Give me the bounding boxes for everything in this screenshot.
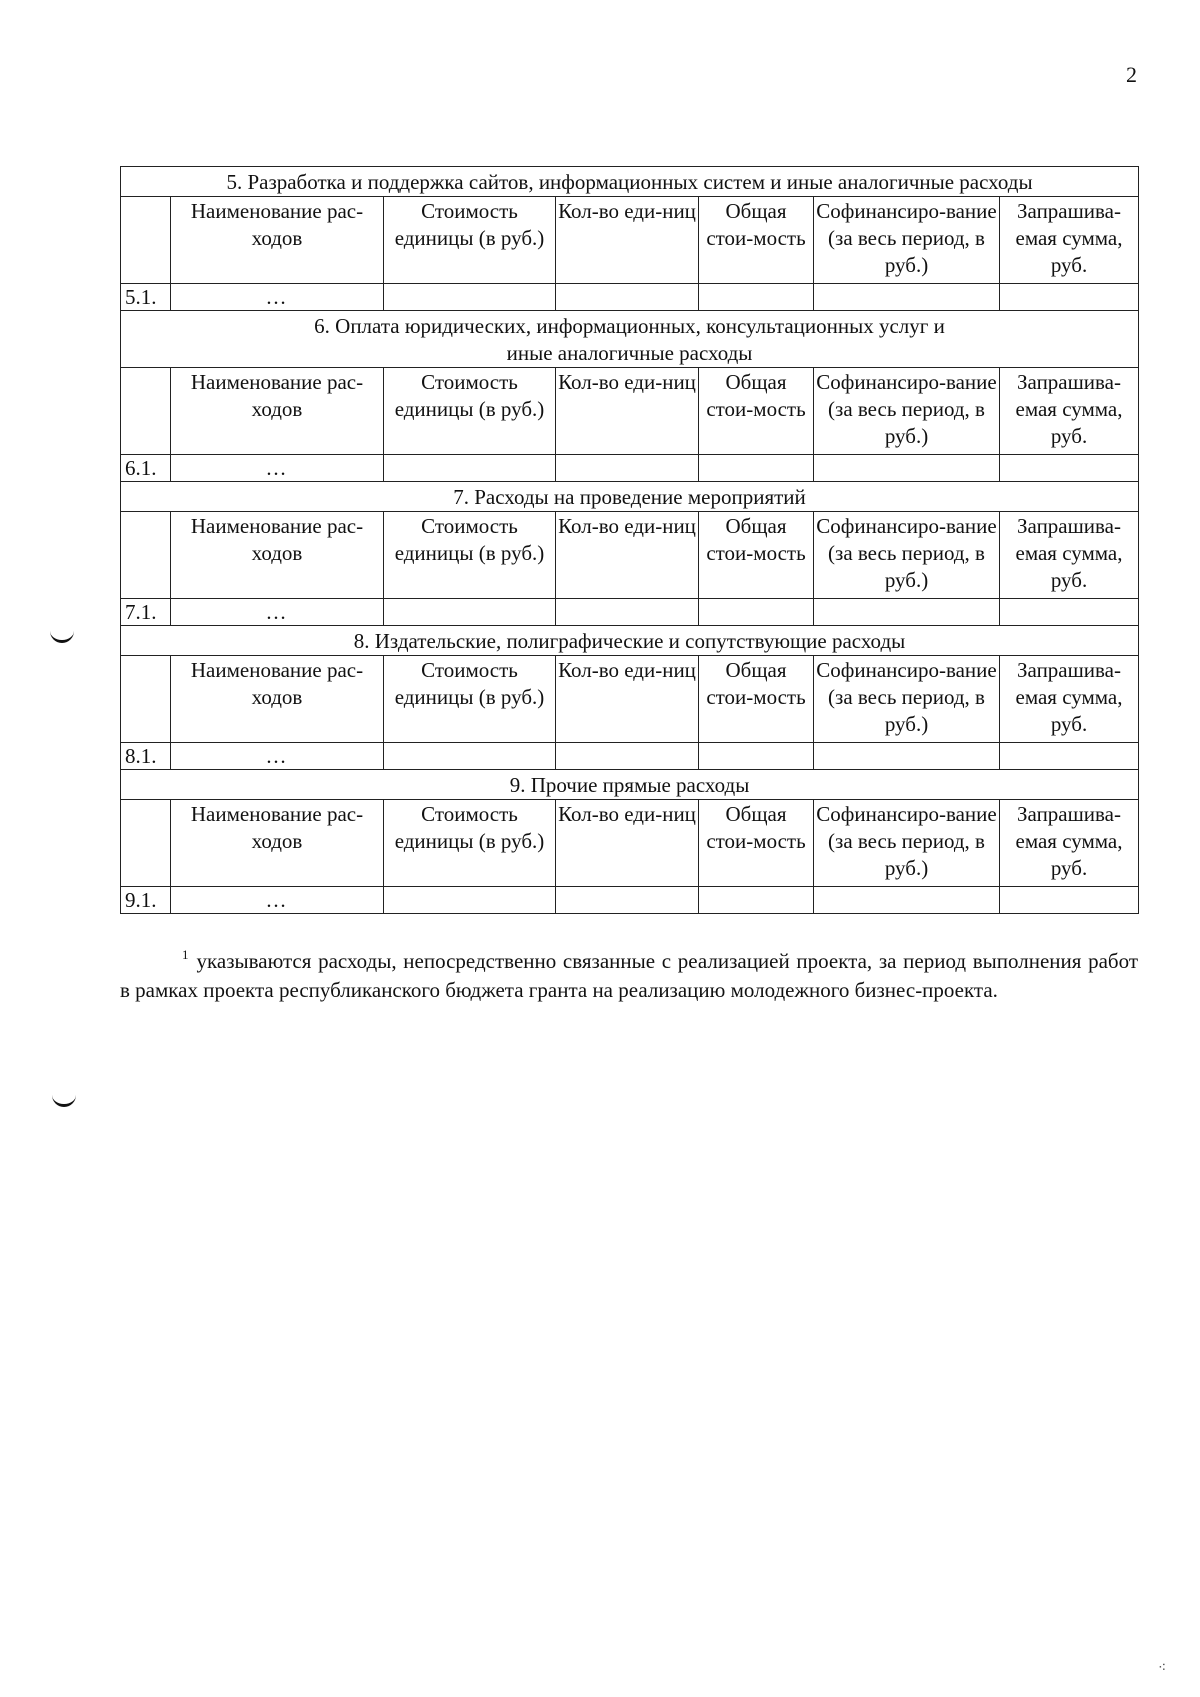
column-header: Общая стои-мость <box>699 368 814 455</box>
column-header-row <box>121 800 1139 887</box>
empty-cell <box>384 743 556 770</box>
column-header: Наименование рас-ходов <box>171 656 384 743</box>
column-header: Общая стои-мость <box>699 197 814 284</box>
column-header: Софинансиро-вание (за весь период, в руб.) <box>814 656 1000 743</box>
table-row <box>121 284 1139 311</box>
section-title-row <box>121 626 1139 656</box>
column-header: Общая стои-мость <box>699 512 814 599</box>
column-header-row <box>121 512 1139 599</box>
column-header: Запрашива-емая сумма, руб. <box>1000 656 1139 743</box>
empty-cell <box>384 887 556 914</box>
column-header-row <box>121 368 1139 455</box>
column-header: Наименование рас-ходов <box>171 368 384 455</box>
page-number: 2 <box>1126 62 1137 87</box>
row-number: 5.1. <box>121 284 171 311</box>
empty-cell <box>1000 284 1139 311</box>
column-header: Софинансиро-вание (за весь период, в руб.) <box>814 197 1000 284</box>
column-header: Наименование рас-ходов <box>171 800 384 887</box>
section-title-row <box>121 167 1139 197</box>
row-name: … <box>171 284 384 311</box>
footnote-marker: 1 <box>182 947 189 962</box>
section-title-row <box>121 770 1139 800</box>
expense-table <box>120 166 1139 914</box>
section-title-row <box>121 311 1139 368</box>
empty-cell <box>556 284 699 311</box>
scan-speck: ⁖ <box>1158 1661 1167 1676</box>
column-header: Кол-во еди-ниц <box>556 197 699 284</box>
column-header <box>121 512 171 599</box>
column-header: Стоимость единицы (в руб.) <box>384 512 556 599</box>
empty-cell <box>384 455 556 482</box>
column-header: Софинансиро-вание (за весь период, в руб.) <box>814 512 1000 599</box>
section-title-row <box>121 482 1139 512</box>
empty-cell <box>384 284 556 311</box>
column-header <box>121 800 171 887</box>
empty-cell <box>1000 887 1139 914</box>
column-header: Стоимость единицы (в руб.) <box>384 368 556 455</box>
table-row <box>121 743 1139 770</box>
column-header: Кол-во еди-ниц <box>556 656 699 743</box>
column-header-row <box>121 197 1139 284</box>
empty-cell <box>699 743 814 770</box>
column-header: Наименование рас-ходов <box>171 512 384 599</box>
empty-cell <box>814 599 1000 626</box>
section-title: 6. Оплата юридических, информационных, консультационных услуг и иные аналогичные расходы <box>121 311 1139 368</box>
footnote-text: указываются расходы, непосредственно связанные с реализацией проекта, за период выполнения работ в рамках проекта республиканского бюджета гранта на реализацию молодежного бизнес-проекта. <box>120 949 1138 1002</box>
row-number: 8.1. <box>121 743 171 770</box>
row-name: … <box>171 743 384 770</box>
empty-cell <box>699 599 814 626</box>
column-header <box>121 368 171 455</box>
empty-cell <box>814 284 1000 311</box>
empty-cell <box>699 455 814 482</box>
footnote <box>120 940 1138 1005</box>
empty-cell <box>556 599 699 626</box>
section-title: 8. Издательские, полиграфические и сопутствующие расходы <box>121 626 1139 656</box>
table-row <box>121 887 1139 914</box>
section-title: 7. Расходы на проведение мероприятий <box>121 482 1139 512</box>
empty-cell <box>814 743 1000 770</box>
empty-cell <box>1000 743 1139 770</box>
row-number: 6.1. <box>121 455 171 482</box>
column-header: Общая стои-мость <box>699 656 814 743</box>
empty-cell <box>699 887 814 914</box>
column-header: Наименование рас-ходов <box>171 197 384 284</box>
column-header: Кол-во еди-ниц <box>556 368 699 455</box>
column-header: Запрашива-емая сумма, руб. <box>1000 368 1139 455</box>
row-name: … <box>171 887 384 914</box>
empty-cell <box>556 887 699 914</box>
column-header <box>121 656 171 743</box>
row-name: … <box>171 599 384 626</box>
column-header: Общая стои-мость <box>699 800 814 887</box>
column-header: Запрашива-емая сумма, руб. <box>1000 197 1139 284</box>
column-header: Кол-во еди-ниц <box>556 800 699 887</box>
column-header-row <box>121 656 1139 743</box>
row-number: 9.1. <box>121 887 171 914</box>
empty-cell <box>1000 599 1139 626</box>
column-header: Запрашива-емая сумма, руб. <box>1000 800 1139 887</box>
scan-mark <box>52 1094 76 1107</box>
column-header: Стоимость единицы (в руб.) <box>384 197 556 284</box>
empty-cell <box>556 455 699 482</box>
empty-cell <box>556 743 699 770</box>
table-row <box>121 599 1139 626</box>
column-header: Кол-во еди-ниц <box>556 512 699 599</box>
column-header: Стоимость единицы (в руб.) <box>384 800 556 887</box>
empty-cell <box>814 887 1000 914</box>
table-row <box>121 455 1139 482</box>
empty-cell <box>384 599 556 626</box>
section-title: 9. Прочие прямые расходы <box>121 770 1139 800</box>
column-header: Софинансиро-вание (за весь период, в руб.) <box>814 368 1000 455</box>
empty-cell <box>814 455 1000 482</box>
section-title: 5. Разработка и поддержка сайтов, информационных систем и иные аналогичные расходы <box>121 167 1139 197</box>
empty-cell <box>699 284 814 311</box>
column-header <box>121 197 171 284</box>
scan-mark <box>50 630 74 643</box>
row-name: … <box>171 455 384 482</box>
row-number: 7.1. <box>121 599 171 626</box>
column-header: Софинансиро-вание (за весь период, в руб.) <box>814 800 1000 887</box>
column-header: Запрашива-емая сумма, руб. <box>1000 512 1139 599</box>
empty-cell <box>1000 455 1139 482</box>
column-header: Стоимость единицы (в руб.) <box>384 656 556 743</box>
